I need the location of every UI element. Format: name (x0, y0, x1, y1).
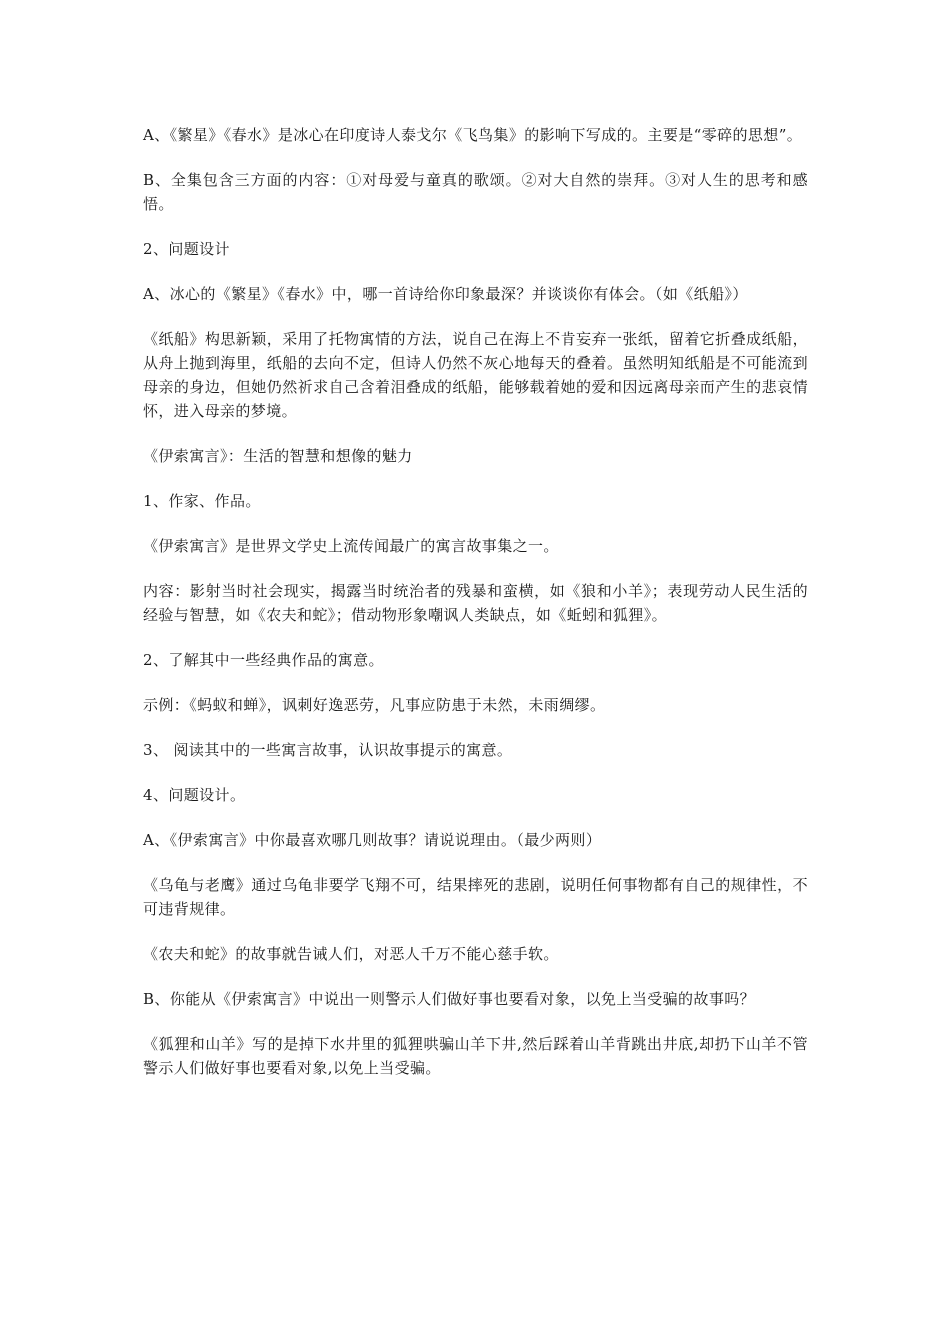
paragraph-farmer-snake: 《农夫和蛇》的故事就告诫人们，对恶人千万不能心慈手软。 (143, 945, 559, 963)
paragraph-intro-b: B、全集包含三方面的内容：①对母爱与童真的歌颂。②对大自然的崇拜。③对人生的思考和感悟。 (143, 171, 808, 213)
paragraph-aesop-content: 内容：影射当时社会现实，揭露当时统治者的残暴和蛮横，如《狼和小羊》；表现劳动人民生活的经验与智慧，如《农夫和蛇》；借动物形象嘲讽人类缺点，如《蚯蚓和狐狸》。 (143, 582, 808, 624)
section-title-aesop: 《伊索寓言》：生活的智慧和想像的魅力 (143, 447, 413, 465)
heading-question-design-2: 4、问题设计。 (143, 786, 246, 804)
heading-read-stories: 3、 阅读其中的一些寓言故事，认识故事提示的寓意。 (143, 741, 513, 759)
paragraph-question-a: A、冰心的《繁星》《春水》中，哪一首诗给你印象最深？并谈谈你有体会。（如《纸船》） (143, 285, 748, 303)
heading-classic-works: 2、了解其中一些经典作品的寓意。 (143, 651, 384, 669)
paragraph-aesop-question-a: A、《伊索寓言》中你最喜欢哪几则故事？请说说理由。（最少两则） (143, 831, 602, 849)
paragraph-example: 示例：《蚂蚁和蝉》，讽刺好逸恶劳，凡事应防患于未然，未雨绸缪。 (143, 696, 606, 714)
heading-author-works: 1、作家、作品。 (143, 492, 261, 510)
paragraph-intro-a: A、《繁星》《春水》是冰心在印度诗人泰戈尔《飞鸟集》的影响下写成的。主要是“零碎的思想”。 (143, 126, 803, 144)
paragraph-aesop-question-b: B、你能从《伊索寓言》中说出一则警示人们做好事也要看对象，以免上当受骗的故事吗？ (143, 990, 756, 1008)
paragraph-aesop-intro: 《伊索寓言》是世界文学史上流传闻最广的寓言故事集之一。 (143, 537, 559, 555)
paragraph-fox-goat: 《狐狸和山羊》写的是掉下水井里的狐狸哄骗山羊下井,然后踩着山羊背跳出井底,却扔下山羊不管警示人们做好事也要看对象,以免上当受骗。 (143, 1035, 808, 1077)
document-page (143, 123, 808, 1101)
paragraph-paper-boat: 《纸船》构思新颖，采用了托物寓情的方法，说自己在海上不肯妄弃一张纸，留着它折叠成纸船，从舟上抛到海里，纸船的去向不定，但诗人仍然不灰心地每天的叠着。虽然明知纸船是不可能流到母亲的身边，但她仍然祈求自己含着泪叠成的纸船，能够载着她的爱和因远离母亲而产生的悲哀情怀，进入母亲的梦境。 (143, 330, 808, 420)
heading-question-design: 2、问题设计 (143, 240, 230, 258)
paragraph-tortoise-eagle: 《乌龟与老鹰》通过乌龟非要学飞翔不可，结果摔死的悲剧，说明任何事物都有自己的规律性，不可违背规律。 (143, 876, 808, 918)
